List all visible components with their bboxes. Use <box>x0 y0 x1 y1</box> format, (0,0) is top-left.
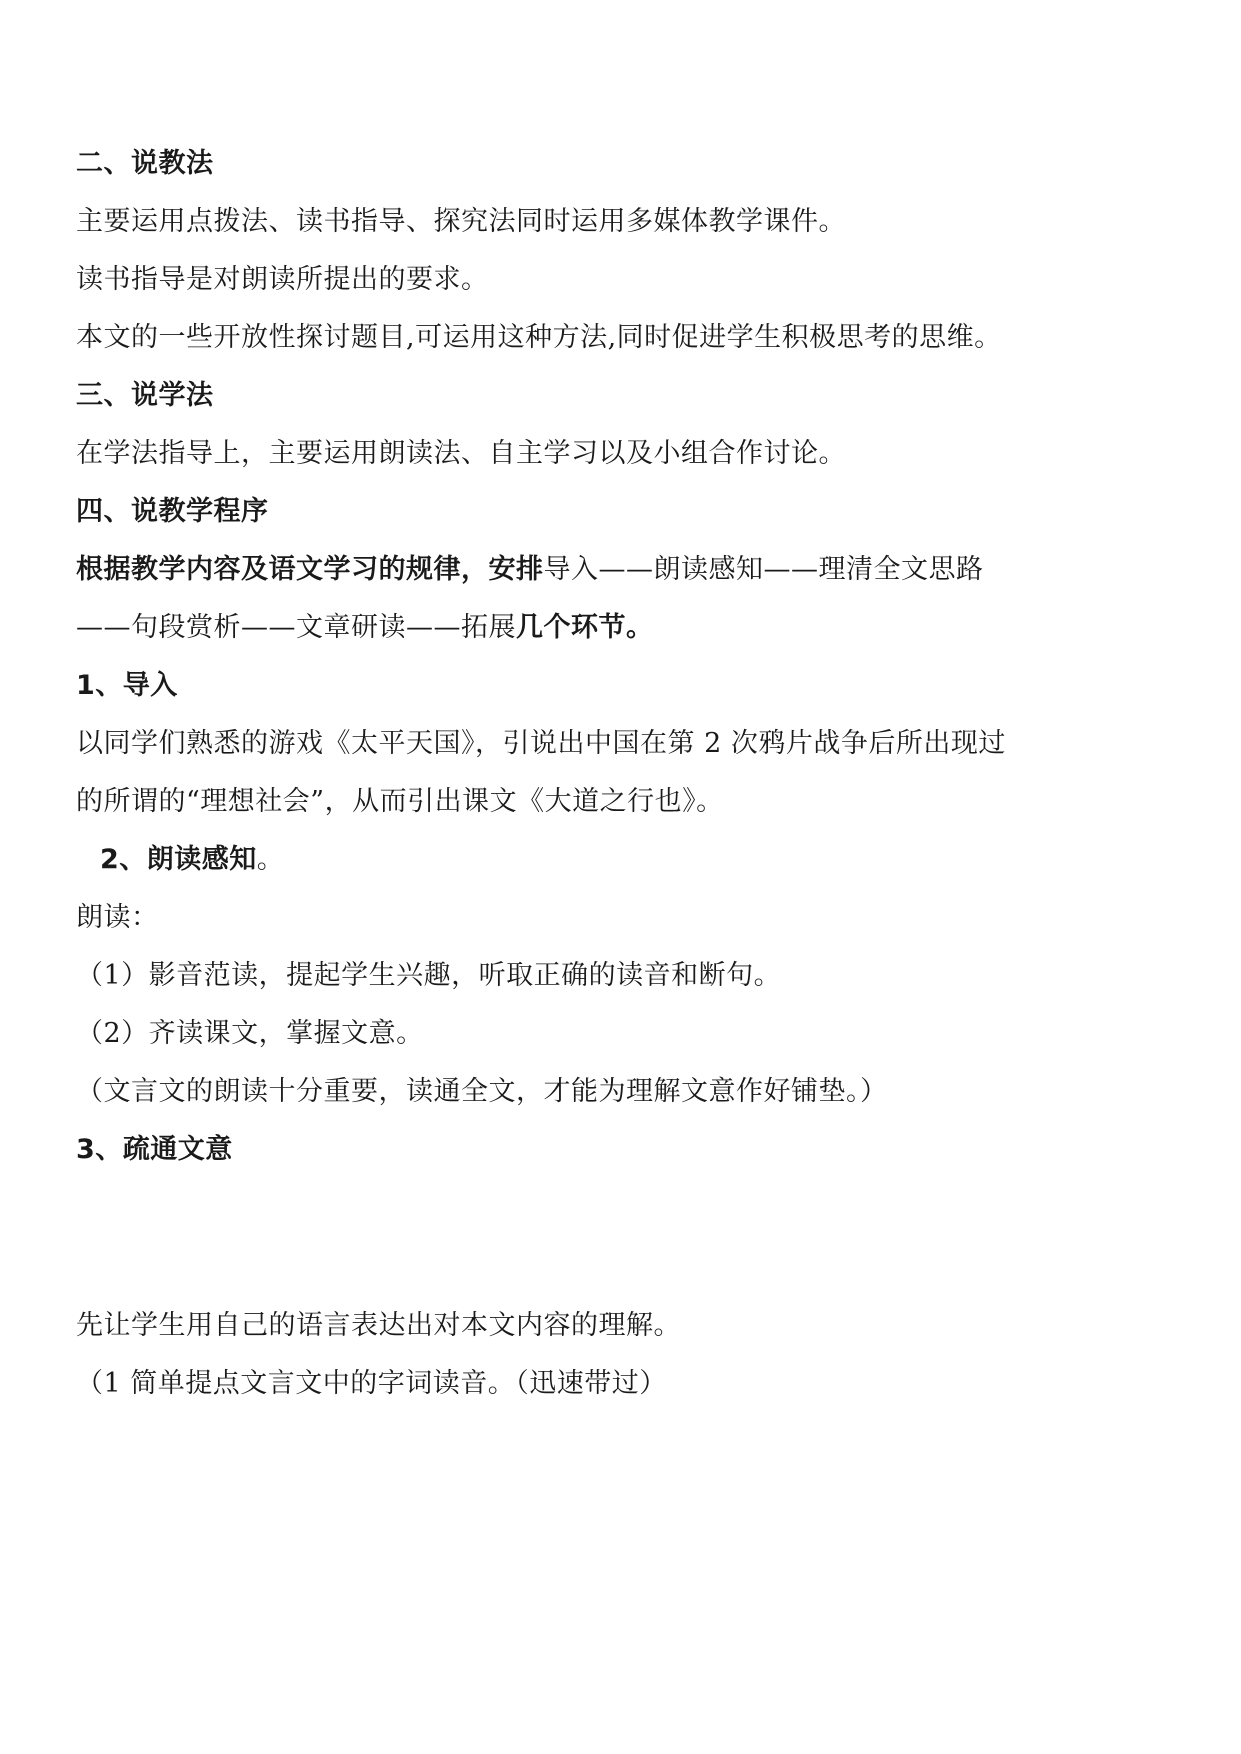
list-item-read-2: （2）齐读课文，掌握文意。 <box>76 1018 424 1049</box>
subheading-clarify-meaning: 3、疏通文意 <box>76 1134 233 1165</box>
paragraph-methods: 主要运用点拨法、读书指导、探究法同时运用多媒体教学课件。 <box>76 206 846 237</box>
paragraph-learning: 在学法指导上，主要运用朗读法、自主学习以及小组合作讨论。 <box>76 438 846 469</box>
subheading-introduction: 1、导入 <box>76 670 178 701</box>
subheading-reading <box>100 842 284 878</box>
procedure-bold-text: 根据教学内容及语文学习的规律，安排 <box>76 554 544 585</box>
section-heading-teaching-procedure: 四、说教学程序 <box>76 496 269 527</box>
subheading-reading-text: 2、朗读感知 <box>100 844 257 875</box>
subheading-reading-period: 。 <box>256 844 285 875</box>
paragraph-reading-guide: 读书指导是对朗读所提出的要求。 <box>76 264 489 295</box>
section-heading-teaching-methods: 二、说教法 <box>76 148 214 179</box>
paragraph-procedure-line2 <box>76 610 654 646</box>
list-item-read-1: （1）影音范读，提起学生兴趣，听取正确的读音和断句。 <box>76 960 782 991</box>
paragraph-read-label: 朗读： <box>76 902 159 933</box>
procedure-steps-continued: ——句段赏析——文章研读——拓展 <box>76 612 516 643</box>
paragraph-read-note: （文言文的朗读十分重要，读通全文，才能为理解文意作好铺垫。） <box>76 1076 888 1107</box>
paragraph-open-topics: 本文的一些开放性探讨题目,可运用这种方法,同时促进学生积极思考的思维。 <box>76 322 1002 353</box>
paragraph-intro-line1: 以同学们熟悉的游戏《太平天国》，引说出中国在第 2 次鸦片战争后所出现过 <box>76 728 1006 759</box>
paragraph-understand: 先让学生用自己的语言表达出对本文内容的理解。 <box>76 1310 681 1341</box>
paragraph-intro-line2: 的所谓的“理想社会”，从而引出课文《大道之行也》。 <box>76 786 724 817</box>
section-heading-learning-methods: 三、说学法 <box>76 380 214 411</box>
paragraph-pronounce: （1 简单提点文言文中的字词读音。（迅速带过） <box>76 1368 667 1399</box>
procedure-steps-text: 导入——朗读感知——理清全文思路 <box>543 554 984 585</box>
procedure-bold-tail: 几个环节。 <box>516 612 654 643</box>
paragraph-procedure-line1 <box>76 552 984 588</box>
